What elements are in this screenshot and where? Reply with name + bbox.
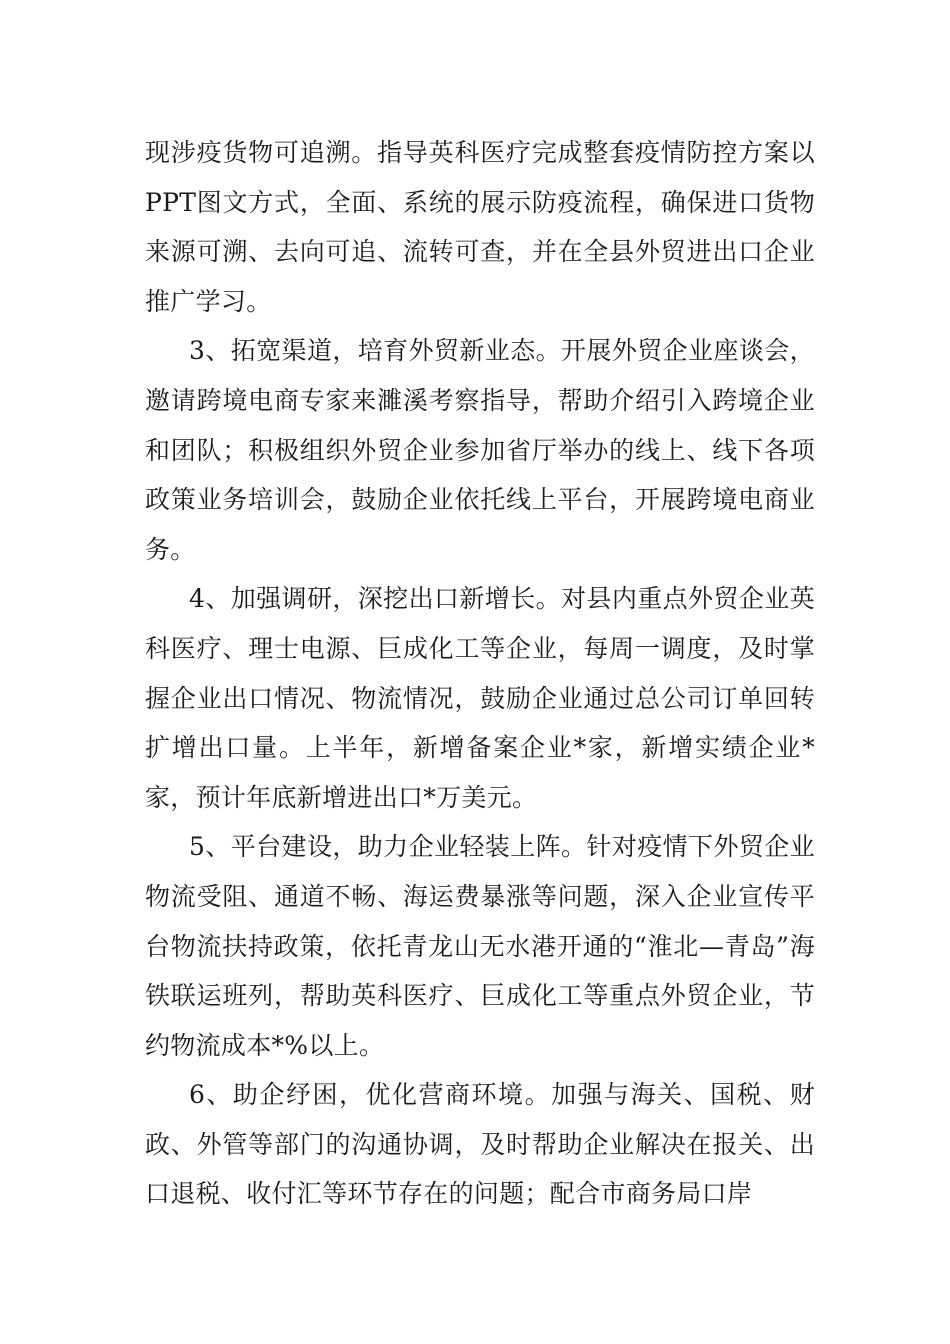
paragraph-traceability: 现涉疫货物可追溯。指导英科医疗完成整套疫情防控方案以PPT图文方式，全面、系统的展示防疫流程，确保进口货物来源可溯、去向可追、流转可查，并在全县外贸进出口企业推广学习。	[145, 138, 815, 316]
document-body	[145, 128, 815, 1219]
paragraph-6-business-environment: 6、助企纾困，优化营商环境。加强与海关、国税、财政、外管等部门的沟通协调，及时帮助企业解决在报关、出口退税、收付汇等环节存在的问题；配合市商务局口岸	[145, 1080, 815, 1209]
paragraph-3-expand-channels: 3、拓宽渠道，培育外贸新业态。开展外贸企业座谈会，邀请跨境电商专家来濉溪考察指导，帮助介绍引入跨境企业和团队；积极组织外贸企业参加省厅举办的线上、线下各项政策业务培训会，鼓励企业依托线上平台，开展跨境电商业务。	[145, 336, 815, 564]
paragraph-4-research-exports: 4、加强调研，深挖出口新增长。对县内重点外贸企业英科医疗、理士电源、巨成化工等企业，每周一调度，及时掌握企业出口情况、物流情况，鼓励企业通过总公司订单回转扩增出口量。上半年，新增备案企业*家，新增实绩企业*家，预计年底新增进出口*万美元。	[145, 584, 815, 812]
paragraph-5-platform-building: 5、平台建设，助力企业轻装上阵。针对疫情下外贸企业物流受阻、通道不畅、海运费暴涨等问题，深入企业宣传平台物流扶持政策，依托青龙山无水港开通的“淮北—青岛”海铁联运班列，帮助英科医疗、巨成化工等重点外贸企业，节约物流成本*%以上。	[145, 832, 815, 1060]
